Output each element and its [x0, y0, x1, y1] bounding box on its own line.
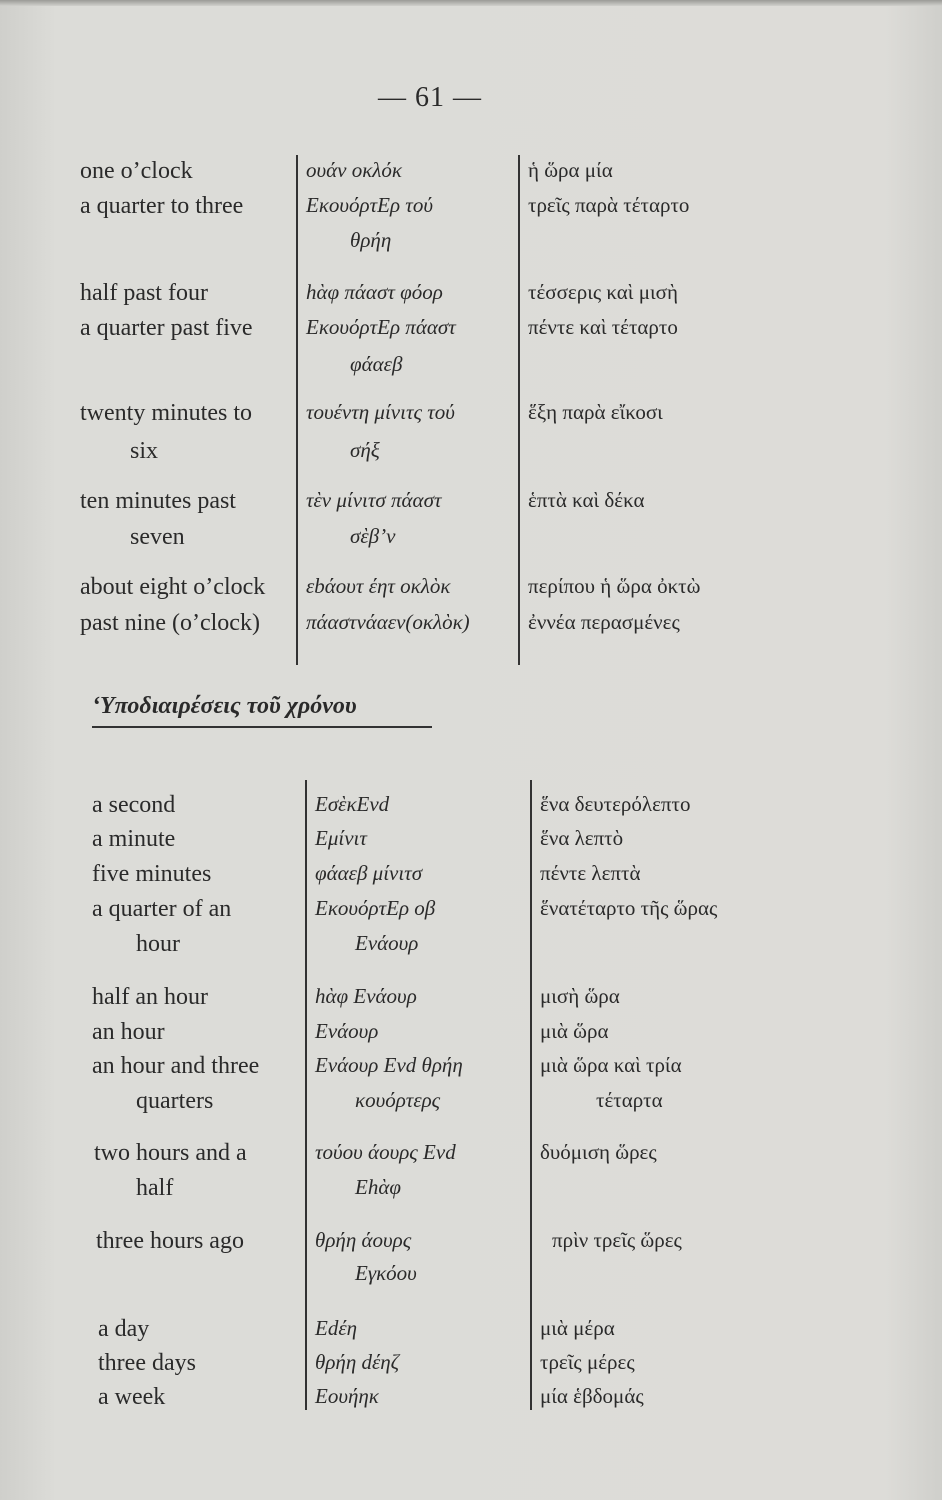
pronunciation: ΕκουόρτΕρ πάαστ: [306, 315, 456, 339]
english-term: a quarter of an: [92, 896, 232, 922]
english-term: half: [136, 1175, 174, 1201]
pronunciation: σήξ: [350, 438, 380, 462]
greek-translation: μιὰ ὥρα καὶ τρία: [540, 1053, 682, 1077]
pronunciation: ουάν οκλόκ: [306, 158, 402, 182]
english-term: seven: [130, 524, 185, 550]
table-row: [0, 1019, 942, 1055]
greek-translation: ἐννέα περασμένες: [528, 610, 680, 634]
pronunciation: τούου άουρς Ενd: [315, 1140, 456, 1164]
table-row: [0, 931, 942, 967]
pronunciation: τουέντη μίνιτς τού: [306, 400, 455, 424]
english-term: five minutes: [92, 861, 212, 887]
english-term: a quarter past five: [80, 315, 253, 341]
english-term: two hours and a: [94, 1140, 247, 1166]
table-row: [0, 524, 942, 560]
pronunciation: ΕκουόρτΕρ οβ: [315, 896, 436, 920]
page-edge: [0, 0, 942, 6]
table-row: [0, 610, 942, 646]
greek-translation: τέταρτα: [596, 1088, 663, 1112]
pronunciation: ΕκουόρτΕρ τού: [306, 193, 433, 217]
pronunciation: κουόρτερς: [355, 1088, 441, 1112]
greek-translation: μιὰ μέρα: [540, 1316, 615, 1340]
greek-translation: πέντε λεπτὰ: [540, 861, 641, 885]
greek-translation: τέσσερις καὶ μισὴ: [528, 280, 678, 304]
greek-translation: ἕνα δευτερόλεπτο: [540, 792, 691, 816]
table-row: [0, 826, 942, 862]
greek-translation: πέντε καὶ τέταρτο: [528, 315, 678, 339]
table-row: [0, 1140, 942, 1176]
table-row: [0, 1350, 942, 1386]
table-row: [0, 352, 942, 388]
greek-translation: μισὴ ὥρα: [540, 984, 620, 1008]
greek-translation: ἡ ὥρα μία: [528, 158, 613, 182]
table-row: [0, 1228, 942, 1264]
pronunciation: Εhὰφ: [355, 1175, 401, 1199]
greek-translation: δυόμιση ὥρες: [540, 1140, 657, 1164]
pronunciation: Εγκόου: [355, 1261, 417, 1285]
table-row: [0, 400, 942, 436]
table-row: [0, 228, 942, 264]
english-term: a quarter to three: [80, 193, 244, 219]
pronunciation: ΕσὲκΕνd: [315, 792, 390, 816]
pronunciation: Ενάουρ: [315, 1019, 379, 1043]
pronunciation: σὲβ’ν: [350, 524, 396, 548]
greek-translation: τρεῖς μέρες: [540, 1350, 635, 1374]
english-term: a week: [98, 1384, 166, 1410]
pronunciation: hὰφ Ενάουρ: [315, 984, 417, 1008]
table-row: [0, 315, 942, 351]
table-row: [0, 158, 942, 194]
english-term: a second: [92, 792, 176, 818]
table-row: [0, 438, 942, 474]
pronunciation: Εdέη: [315, 1316, 358, 1340]
english-term: a minute: [92, 826, 176, 852]
table-row: [0, 1053, 942, 1089]
english-term: hour: [136, 931, 180, 957]
pronunciation: φάαεβ μίνιτσ: [315, 861, 423, 885]
pronunciation: Ενάουρ: [355, 931, 419, 955]
greek-translation: πρὶν τρεῖς ὥρες: [552, 1228, 682, 1252]
table-row: [0, 193, 942, 229]
greek-translation: ἕξη παρὰ εἴκοσι: [528, 400, 663, 424]
english-term: ten minutes past: [80, 488, 236, 514]
table-row: [0, 1175, 942, 1211]
english-term: half past four: [80, 280, 208, 306]
table-row: [0, 984, 942, 1020]
english-term: six: [130, 438, 159, 464]
greek-translation: ἕνα λεπτὸ: [540, 826, 624, 850]
pronunciation: hὰφ πάαστ φόορ: [306, 280, 443, 304]
pronunciation: θρήη dέηζ: [315, 1350, 400, 1374]
pronunciation: φάαεβ: [350, 352, 403, 376]
section-heading: ‘Υποδιαιρέσεις τοῦ χρόνου: [92, 693, 432, 728]
pronunciation: Εμίνιτ: [315, 826, 367, 850]
greek-translation: ἑπτὰ καὶ δέκα: [528, 488, 645, 512]
pronunciation: θρήη: [350, 228, 392, 252]
english-term: three days: [98, 1350, 196, 1376]
english-term: quarters: [136, 1088, 214, 1114]
table-row: [0, 792, 942, 828]
english-term: half an hour: [92, 984, 208, 1010]
english-term: one o’clock: [80, 158, 193, 184]
greek-translation: ἕνατέταρτο τῆς ὥρας: [540, 896, 718, 920]
english-term: a day: [98, 1316, 150, 1342]
page-number: — 61 —: [378, 82, 482, 113]
pronunciation: τὲν μίνιτσ πάαστ: [306, 488, 442, 512]
english-term: three hours ago: [96, 1228, 244, 1254]
pronunciation: πάαστνάαεν(οκλὸκ): [306, 610, 470, 634]
table-row: [0, 861, 942, 897]
table-row: [0, 574, 942, 610]
greek-translation: μία ἑβδομάς: [540, 1384, 644, 1408]
english-term: an hour: [92, 1019, 165, 1045]
table-row: [0, 280, 942, 316]
english-term: twenty minutes to: [80, 400, 252, 426]
table-row: [0, 1316, 942, 1352]
english-term: about eight o’clock: [80, 574, 266, 600]
pronunciation: εbάουτ έητ οκλὸκ: [306, 574, 451, 598]
pronunciation: Ενάουρ Ενd θρήη: [315, 1053, 463, 1077]
table-row: [0, 1261, 942, 1297]
english-term: past nine (o’clock): [80, 610, 260, 636]
pronunciation: θρήη άουρς: [315, 1228, 412, 1252]
table-row: [0, 488, 942, 524]
table-row: [0, 1088, 942, 1124]
greek-translation: περίπου ἡ ὥρα ὀκτὼ: [528, 574, 701, 598]
pronunciation: Εουήηκ: [315, 1384, 379, 1408]
table-row: [0, 1384, 942, 1420]
english-term: an hour and three: [92, 1053, 260, 1079]
greek-translation: τρεῖς παρὰ τέταρτο: [528, 193, 690, 217]
table-row: [0, 896, 942, 932]
greek-translation: μιὰ ὥρα: [540, 1019, 609, 1043]
